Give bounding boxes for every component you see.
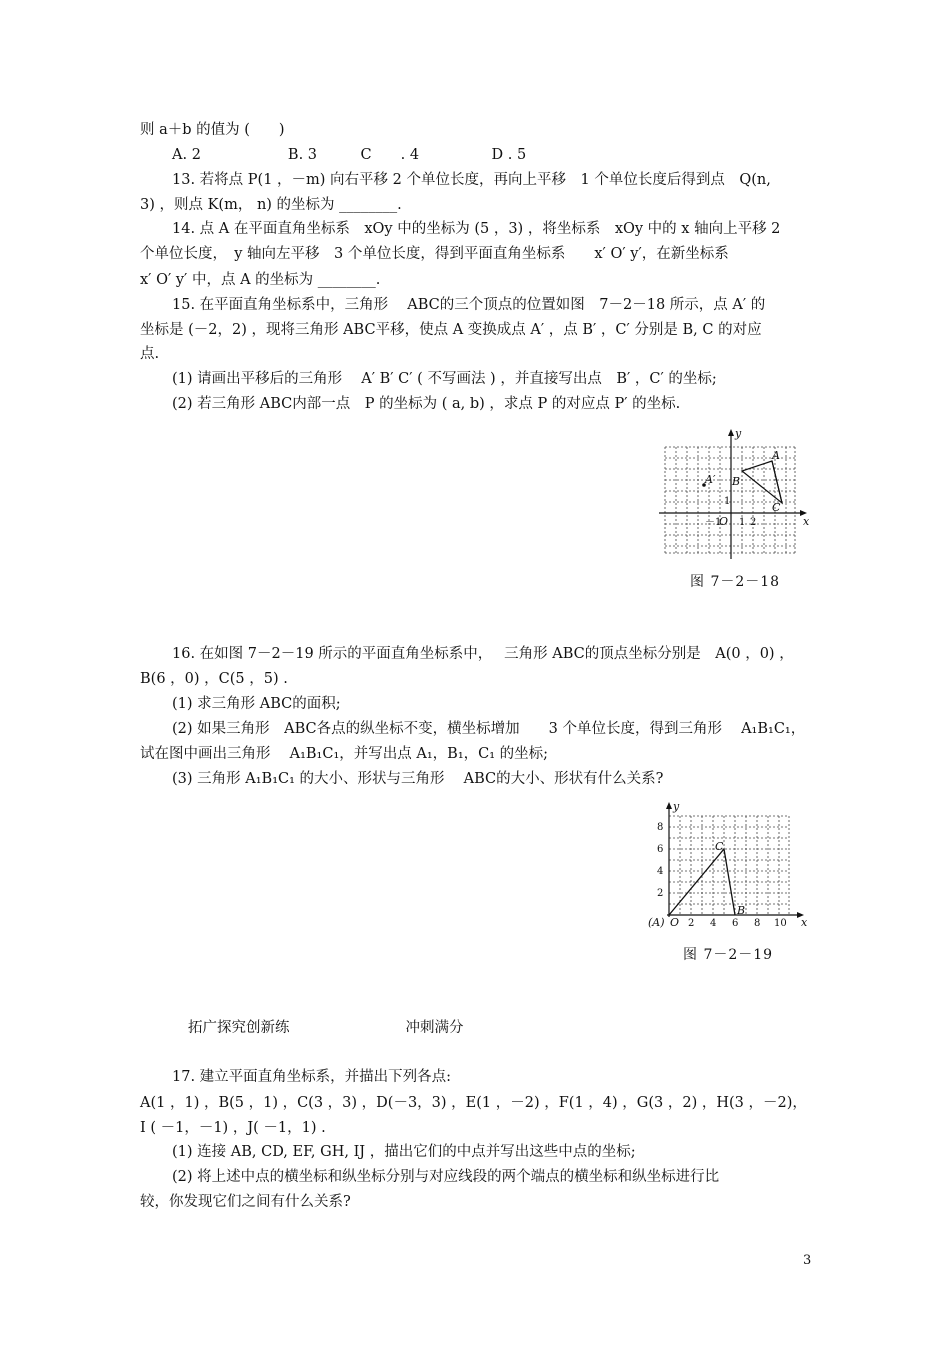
y-tick-label: 6 xyxy=(657,844,664,855)
figure-caption: 图 7－2－19 xyxy=(683,947,774,963)
text-line: A(1 ，1) ，B(5 ，1) ，C(3 ，3) ，D(－3，3) ，E(1 ，－2) ，F(1 ，4) ，G(3 ，2) ，H(3 ，－2)， xyxy=(140,1095,807,1111)
text-line: (2) 如果三角形 ABC各点的纵坐标不变，横坐标增加 3 个单位长度，得到三角形 A₁B₁C₁， xyxy=(172,721,806,737)
page-number: 3 xyxy=(803,1253,812,1268)
tick-label: 1 xyxy=(739,517,746,528)
point-label-a: (A) xyxy=(648,916,665,929)
x-tick-label: 2 xyxy=(688,918,695,929)
figure-7-2-18 xyxy=(655,425,815,565)
axis-x-label: x xyxy=(803,515,810,528)
x-tick-label: 6 xyxy=(732,918,739,929)
axis-x-label: x xyxy=(801,916,808,929)
point-label-c: C xyxy=(772,501,781,514)
point-label-a-prime: A′ xyxy=(705,473,716,486)
x-tick-label: 4 xyxy=(710,918,717,929)
point-label-c: C xyxy=(715,840,724,853)
section-heading: 拓广探究创新练 冲刺满分 xyxy=(188,1020,464,1036)
text-line: 则 a＋b 的值为 ( ) xyxy=(140,122,285,138)
text-line: 13. 若将点 P(1 ，－m) 向右平移 2 个单位长度，再向上平移 1 个单位长度后得到点 Q(n, xyxy=(172,172,771,188)
figure-7-2-19 xyxy=(645,798,815,933)
x-tick-label: 10 xyxy=(774,918,787,929)
text-line: (1) 请画出平移后的三角形 A′ B′ C′ ( 不写画法 ) ，并直接写出点 B′ ，C′ 的坐标; xyxy=(172,371,717,387)
grid xyxy=(669,816,789,915)
text-line: 14. 点 A 在平面直角坐标系 xOy 中的坐标为 (5 ，3) ，将坐标系 xOy 中的 x 轴向上平移 2 xyxy=(172,221,781,237)
y-tick-label: 2 xyxy=(657,888,664,899)
point-label-b: B xyxy=(732,475,741,488)
origin-label: O xyxy=(719,515,729,528)
tick-label: 2 xyxy=(750,517,757,528)
x-tick-label: 8 xyxy=(754,918,761,929)
origin-label: O xyxy=(670,916,680,929)
text-line: 17. 建立平面直角坐标系，并描出下列各点: xyxy=(172,1069,452,1085)
text-line: (2) 若三角形 ABC内部一点 P 的坐标为 ( a, b) ，求点 P 的对应点 P′ 的坐标. xyxy=(172,396,681,412)
point-label-a: A xyxy=(772,449,780,462)
text-line: (1) 求三角形 ABC的面积; xyxy=(172,696,341,712)
axis-y-label: y xyxy=(673,800,680,813)
point-label-b: B xyxy=(737,904,746,917)
y-tick-label: 8 xyxy=(657,822,664,833)
text-line: x′ O′ y′ 中，点 A 的坐标为 ________. xyxy=(140,272,381,288)
text-line: I ( －1，－1) ，J( －1，1) . xyxy=(140,1120,326,1136)
text-line: (2) 将上述中点的横坐标和纵坐标分别与对应线段的两个端点的横坐标和纵坐标进行比 xyxy=(172,1169,720,1185)
text-line: 坐标是 (－2，2) ，现将三角形 ABC平移，使点 A 变换成点 A′ ，点 B′ ，C′ 分别是 B, C 的对应 xyxy=(140,322,762,338)
text-line: 16. 在如图 7－2－19 所示的平面直角坐标系中， 三角形 ABC的顶点坐标分别是 A(0 ，0) ， xyxy=(172,646,794,662)
y-tick-label: 4 xyxy=(657,866,664,877)
axis-y-label: y xyxy=(735,427,742,440)
text-line: A. 2 B. 3 C . 4 D . 5 xyxy=(172,147,527,163)
tick-label: 1 xyxy=(724,496,731,507)
triangle-abc xyxy=(742,461,782,503)
text-line: 个单位长度， y 轴向左平移 3 个单位长度，得到平面直角坐标系 x′ O′ y′，在新坐标系 xyxy=(140,246,729,262)
text-line: 较，你发现它们之间有什么关系? xyxy=(140,1194,351,1210)
text-line: 15. 在平面直角坐标系中，三角形 ABC的三个顶点的位置如图 7－2－18 所示，点 A′ 的 xyxy=(172,297,766,313)
text-line: 3) ，则点 K(m， n) 的坐标为 ________. xyxy=(140,197,402,213)
text-line: (3) 三角形 A₁B₁C₁ 的大小、形状与三角形 ABC的大小、形状有什么关系? xyxy=(172,771,664,787)
text-line: 点. xyxy=(140,346,160,362)
text-line: 试在图中画出三角形 A₁B₁C₁，并写出点 A₁，B₁，C₁ 的坐标; xyxy=(140,746,549,762)
axes xyxy=(659,429,807,559)
text-line: B(6 ，0) ，C(5 ，5) . xyxy=(140,671,288,687)
text-line: (1) 连接 AB, CD, EF, GH, IJ ，描出它们的中点并写出这些中点的坐标; xyxy=(172,1144,636,1160)
figure-caption: 图 7－2－18 xyxy=(690,574,781,590)
tick-label: －1 xyxy=(705,517,722,528)
